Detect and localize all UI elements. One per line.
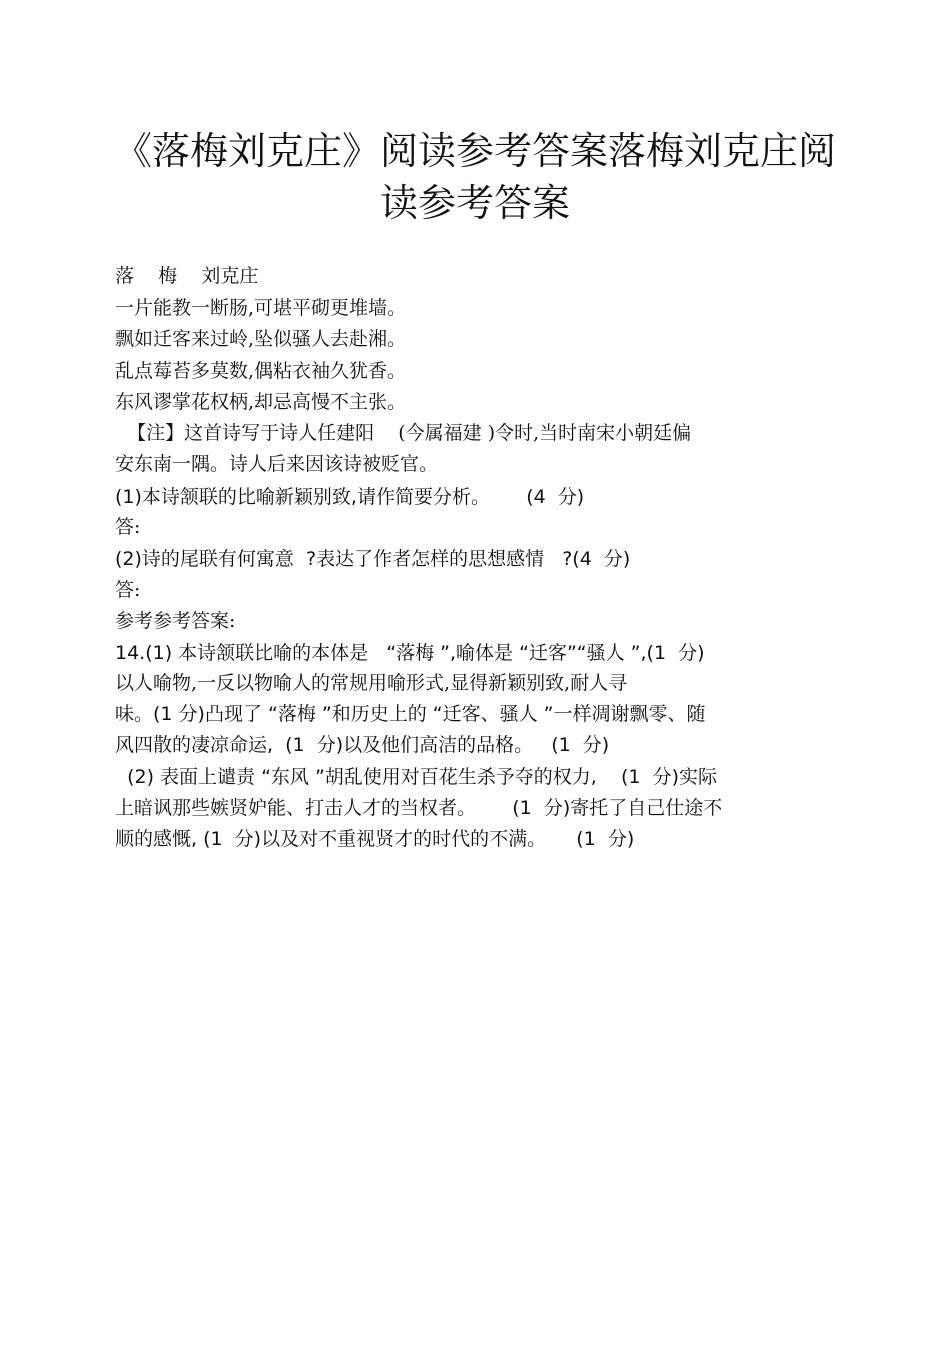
answer-1-line-2: 以人喻物,一反以物喻人的常规用喻形式,显得新颖别致,耐人寻 bbox=[115, 672, 628, 694]
poem-line-3: 乱点莓苔多莫数,偶粘衣袖久犹香。 bbox=[115, 360, 407, 382]
answer-1-line-3: 味。(1 分)凸现了 “落梅 ”和历史上的 “迁客、骚人 ”一样凋谢飘零、随 bbox=[115, 703, 706, 725]
answer-1-line-1: 14.(1) 本诗颔联比喻的本体是 “落梅 ”,喻体是 “迁客”“骚人 ”,(1 分) bbox=[115, 642, 705, 664]
note-line-1: 【注】这首诗写于诗人任建阳 (今属福建 )令时,当时南宋小朝廷偏 bbox=[115, 422, 692, 444]
note-line-2: 安东南一隅。诗人后来因该诗被贬官。 bbox=[115, 453, 439, 475]
answer-label-1: 答: bbox=[115, 516, 141, 538]
poem-line-2: 飘如迁客来过岭,坠似骚人去赴湘。 bbox=[115, 328, 407, 350]
document-title-line-2: 读参考答案 bbox=[379, 181, 570, 225]
answer-2-line-1: (2) 表面上谴责 “东风 ”胡乱使用对百花生杀予夺的权力, (1 分)实际 bbox=[115, 766, 717, 788]
question-2: (2)诗的尾联有何寓意 ?表达了作者怎样的思想感情 ?(4 分) bbox=[115, 548, 631, 570]
poem-heading: 落 梅 刘克庄 bbox=[115, 265, 259, 287]
answer-2-line-2: 上暗讽那些嫉贤妒能、打击人才的当权者。 (1 分)寄托了自己仕途不 bbox=[115, 797, 723, 819]
answer-label-2: 答: bbox=[115, 579, 141, 601]
answer-1-line-4: 风四散的凄凉命运, (1 分)以及他们高洁的品格。 (1 分) bbox=[115, 734, 610, 756]
poem-line-1: 一片能教一断肠,可堪平砌更堆墙。 bbox=[115, 297, 407, 319]
poem-line-4: 东风谬掌花权柄,却忌高慢不主张。 bbox=[115, 391, 407, 413]
reference-answer-heading: 参考参考答案: bbox=[115, 610, 236, 632]
document-title-line-1: 《落梅刘克庄》阅读参考答案落梅刘克庄阅 bbox=[113, 129, 836, 173]
answer-2-line-3: 顺的感慨, (1 分)以及对不重视贤才的时代的不满。 (1 分) bbox=[115, 828, 635, 850]
question-1: (1)本诗颔联的比喻新颖别致,请作简要分析。 (4 分) bbox=[115, 486, 585, 508]
